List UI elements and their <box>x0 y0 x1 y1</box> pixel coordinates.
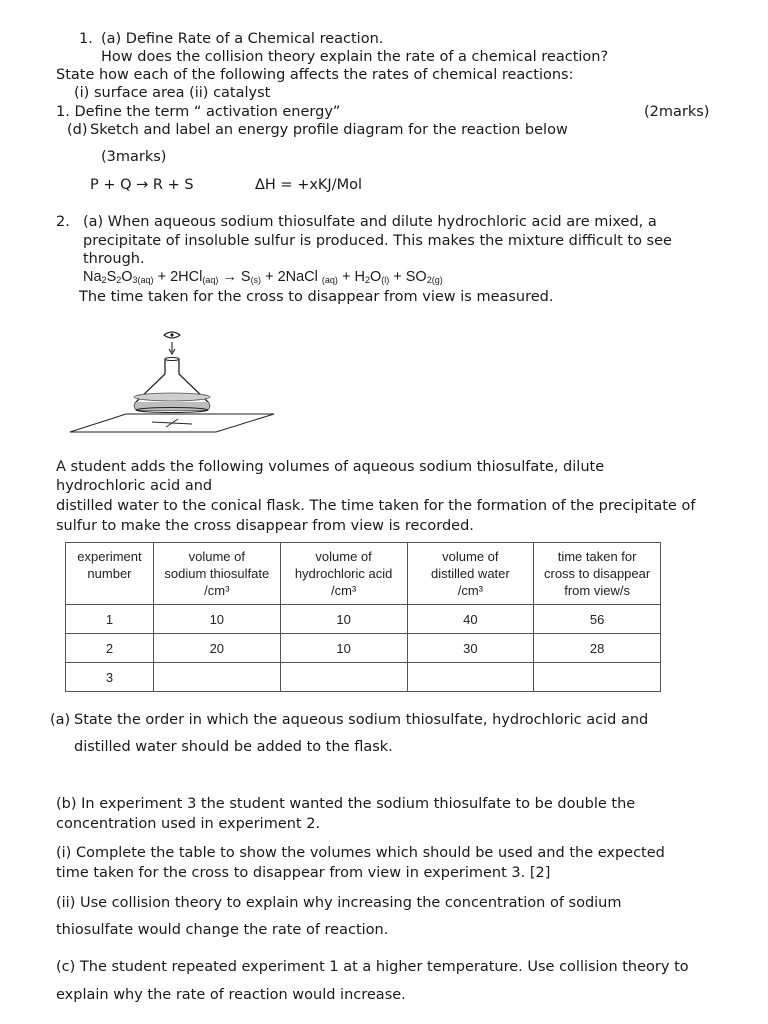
q1-enthalpy: ΔH = +xKJ/Mol <box>255 177 363 193</box>
liquid-surface <box>134 393 210 401</box>
header-text: volume of <box>315 549 372 564</box>
table-cell-blank <box>407 663 534 692</box>
eq-part: S <box>106 269 117 285</box>
eq-part: → S <box>218 269 251 285</box>
table-cell: 2 <box>66 634 154 663</box>
header-text: time taken for <box>557 549 637 564</box>
qc-line1: (c) The student repeated experiment 1 at a higher temperature. Use collision theory to <box>56 959 689 975</box>
q1-collision-question: How does the collision theory explain the rate of a chemical reaction? <box>101 49 609 65</box>
table-cell: 3 <box>66 663 154 692</box>
eq-part: + H <box>337 269 365 285</box>
header-text: volume of <box>442 549 499 564</box>
qa-line1: State the order in which the aqueous sodium thiosulfate, hydrochloric acid and <box>74 712 649 728</box>
qb-line2: concentration used in experiment 2. <box>56 816 321 832</box>
eq-sub: 3(aq) <box>132 275 154 285</box>
liquid-fill <box>134 402 209 410</box>
q2-number: 2. <box>56 214 70 230</box>
qb-line1: (b) In experiment 3 the student wanted the sodium thiosulfate to be double the <box>56 796 636 812</box>
qbi-line1: (i) Complete the table to show the volumes which should be used and the expected <box>56 845 665 861</box>
header-text: volume of <box>188 549 245 564</box>
q1-activation-marks: (2marks) <box>644 104 710 120</box>
table-cell-blank <box>280 663 407 692</box>
table-cell-blank <box>534 663 661 692</box>
header-text: experiment <box>77 549 142 564</box>
eq-sub: (s) <box>250 275 262 285</box>
eq-part: Na <box>83 269 102 285</box>
header-text: from view/s <box>564 583 630 598</box>
q2-a-line2: precipitate of insoluble sulfur is produced. This makes the mixture difficult to see <box>83 233 672 249</box>
header-text: number <box>87 566 132 581</box>
table-cell: 10 <box>280 605 407 634</box>
q2-student-line2: hydrochloric acid and <box>56 478 213 494</box>
q2-student-line1: A student adds the following volumes of aqueous sodium thiosulfate, dilute <box>56 459 605 475</box>
table-cell: 1 <box>66 605 154 634</box>
eq-sub: (l) <box>381 275 390 285</box>
q2-a-line1: (a) When aqueous sodium thiosulfate and dilute hydrochloric acid are mixed, a <box>83 214 657 230</box>
qbii-line2: thiosulfate would change the rate of reaction. <box>56 922 389 938</box>
q1-number: 1. <box>79 31 93 47</box>
chemical-equation <box>83 268 443 289</box>
table-cell: 30 <box>407 634 534 663</box>
qbii-line1: (ii) Use collision theory to explain why increasing the concentration of sodium <box>56 895 622 911</box>
qc-line2: explain why the rate of reaction would increase. <box>56 987 406 1003</box>
eq-sub: 2 <box>116 275 122 285</box>
eq-part: + 2HCl <box>153 269 203 285</box>
eq-sub: 2(g) <box>426 275 443 285</box>
header-time-taken <box>534 543 661 605</box>
table-header-row <box>66 543 661 605</box>
table-row <box>66 634 661 663</box>
header-text: sodium thiosulfate <box>164 566 270 581</box>
header-unit: /cm³ <box>204 583 230 598</box>
q1-d-text: Sketch and label an energy profile diagram for the reaction below <box>90 122 568 138</box>
q2-time-measured: The time taken for the cross to disappear from view is measured. <box>79 289 554 305</box>
qa-line2: distilled water should be added to the flask. <box>74 739 393 755</box>
table-row <box>66 605 661 634</box>
eq-sub: (aq) <box>321 275 338 285</box>
header-distilled-water <box>407 543 534 605</box>
table-cell: 28 <box>534 634 661 663</box>
eq-part: + SO <box>389 269 427 285</box>
header-hydrochloric-acid <box>280 543 407 605</box>
q1-factors: (i) surface area (ii) catalyst <box>74 85 271 101</box>
header-unit: /cm³ <box>330 583 357 598</box>
table-cell: 56 <box>534 605 661 634</box>
flask-neck <box>165 358 179 361</box>
eq-sub: 2 <box>101 275 107 285</box>
table-cell: 40 <box>407 605 534 634</box>
header-unit: /cm³ <box>457 583 483 598</box>
table-cell: 20 <box>153 634 280 663</box>
eq-part: O <box>121 269 133 285</box>
eq-part: + 2NaCl <box>261 269 322 285</box>
eye-pupil <box>170 333 173 336</box>
header-experiment-number <box>66 543 154 605</box>
q1-define-rate: (a) Define Rate of a Chemical reaction. <box>101 31 384 47</box>
eq-sub: (aq) <box>202 275 219 285</box>
eq-sub: 2 <box>364 275 370 285</box>
flask-diagram <box>66 326 280 438</box>
q1-reaction: P + Q → R + S <box>90 177 194 193</box>
header-text: distilled water <box>430 566 510 581</box>
header-text: cross to disappear <box>543 566 651 581</box>
table-cell: 10 <box>280 634 407 663</box>
table-cell-blank <box>153 663 280 692</box>
eq-part: O <box>369 269 382 285</box>
q1-d-label: (d) <box>67 122 88 138</box>
table-cell: 10 <box>153 605 280 634</box>
header-sodium-thiosulfate <box>153 543 280 605</box>
q1-d-marks: (3marks) <box>101 149 167 165</box>
q2-a-line3: through. <box>83 251 145 267</box>
q2-student-line3: distilled water to the conical flask. The time taken for the formation of the precipitate of <box>56 498 696 514</box>
table-row <box>66 663 661 692</box>
qa-label: (a) <box>50 712 71 728</box>
q2-student-line4: sulfur to make the cross disappear from view is recorded. <box>56 518 474 534</box>
q1-state-effects: State how each of the following affects the rates of chemical reactions: <box>56 67 574 83</box>
q1-activation-energy: 1. Define the term “ activation energy” <box>56 104 341 120</box>
qbi-line2: time taken for the cross to disappear from view in experiment 3. [2] <box>56 865 551 881</box>
results-table <box>65 542 661 692</box>
header-text: hydrochloric acid <box>294 566 393 581</box>
